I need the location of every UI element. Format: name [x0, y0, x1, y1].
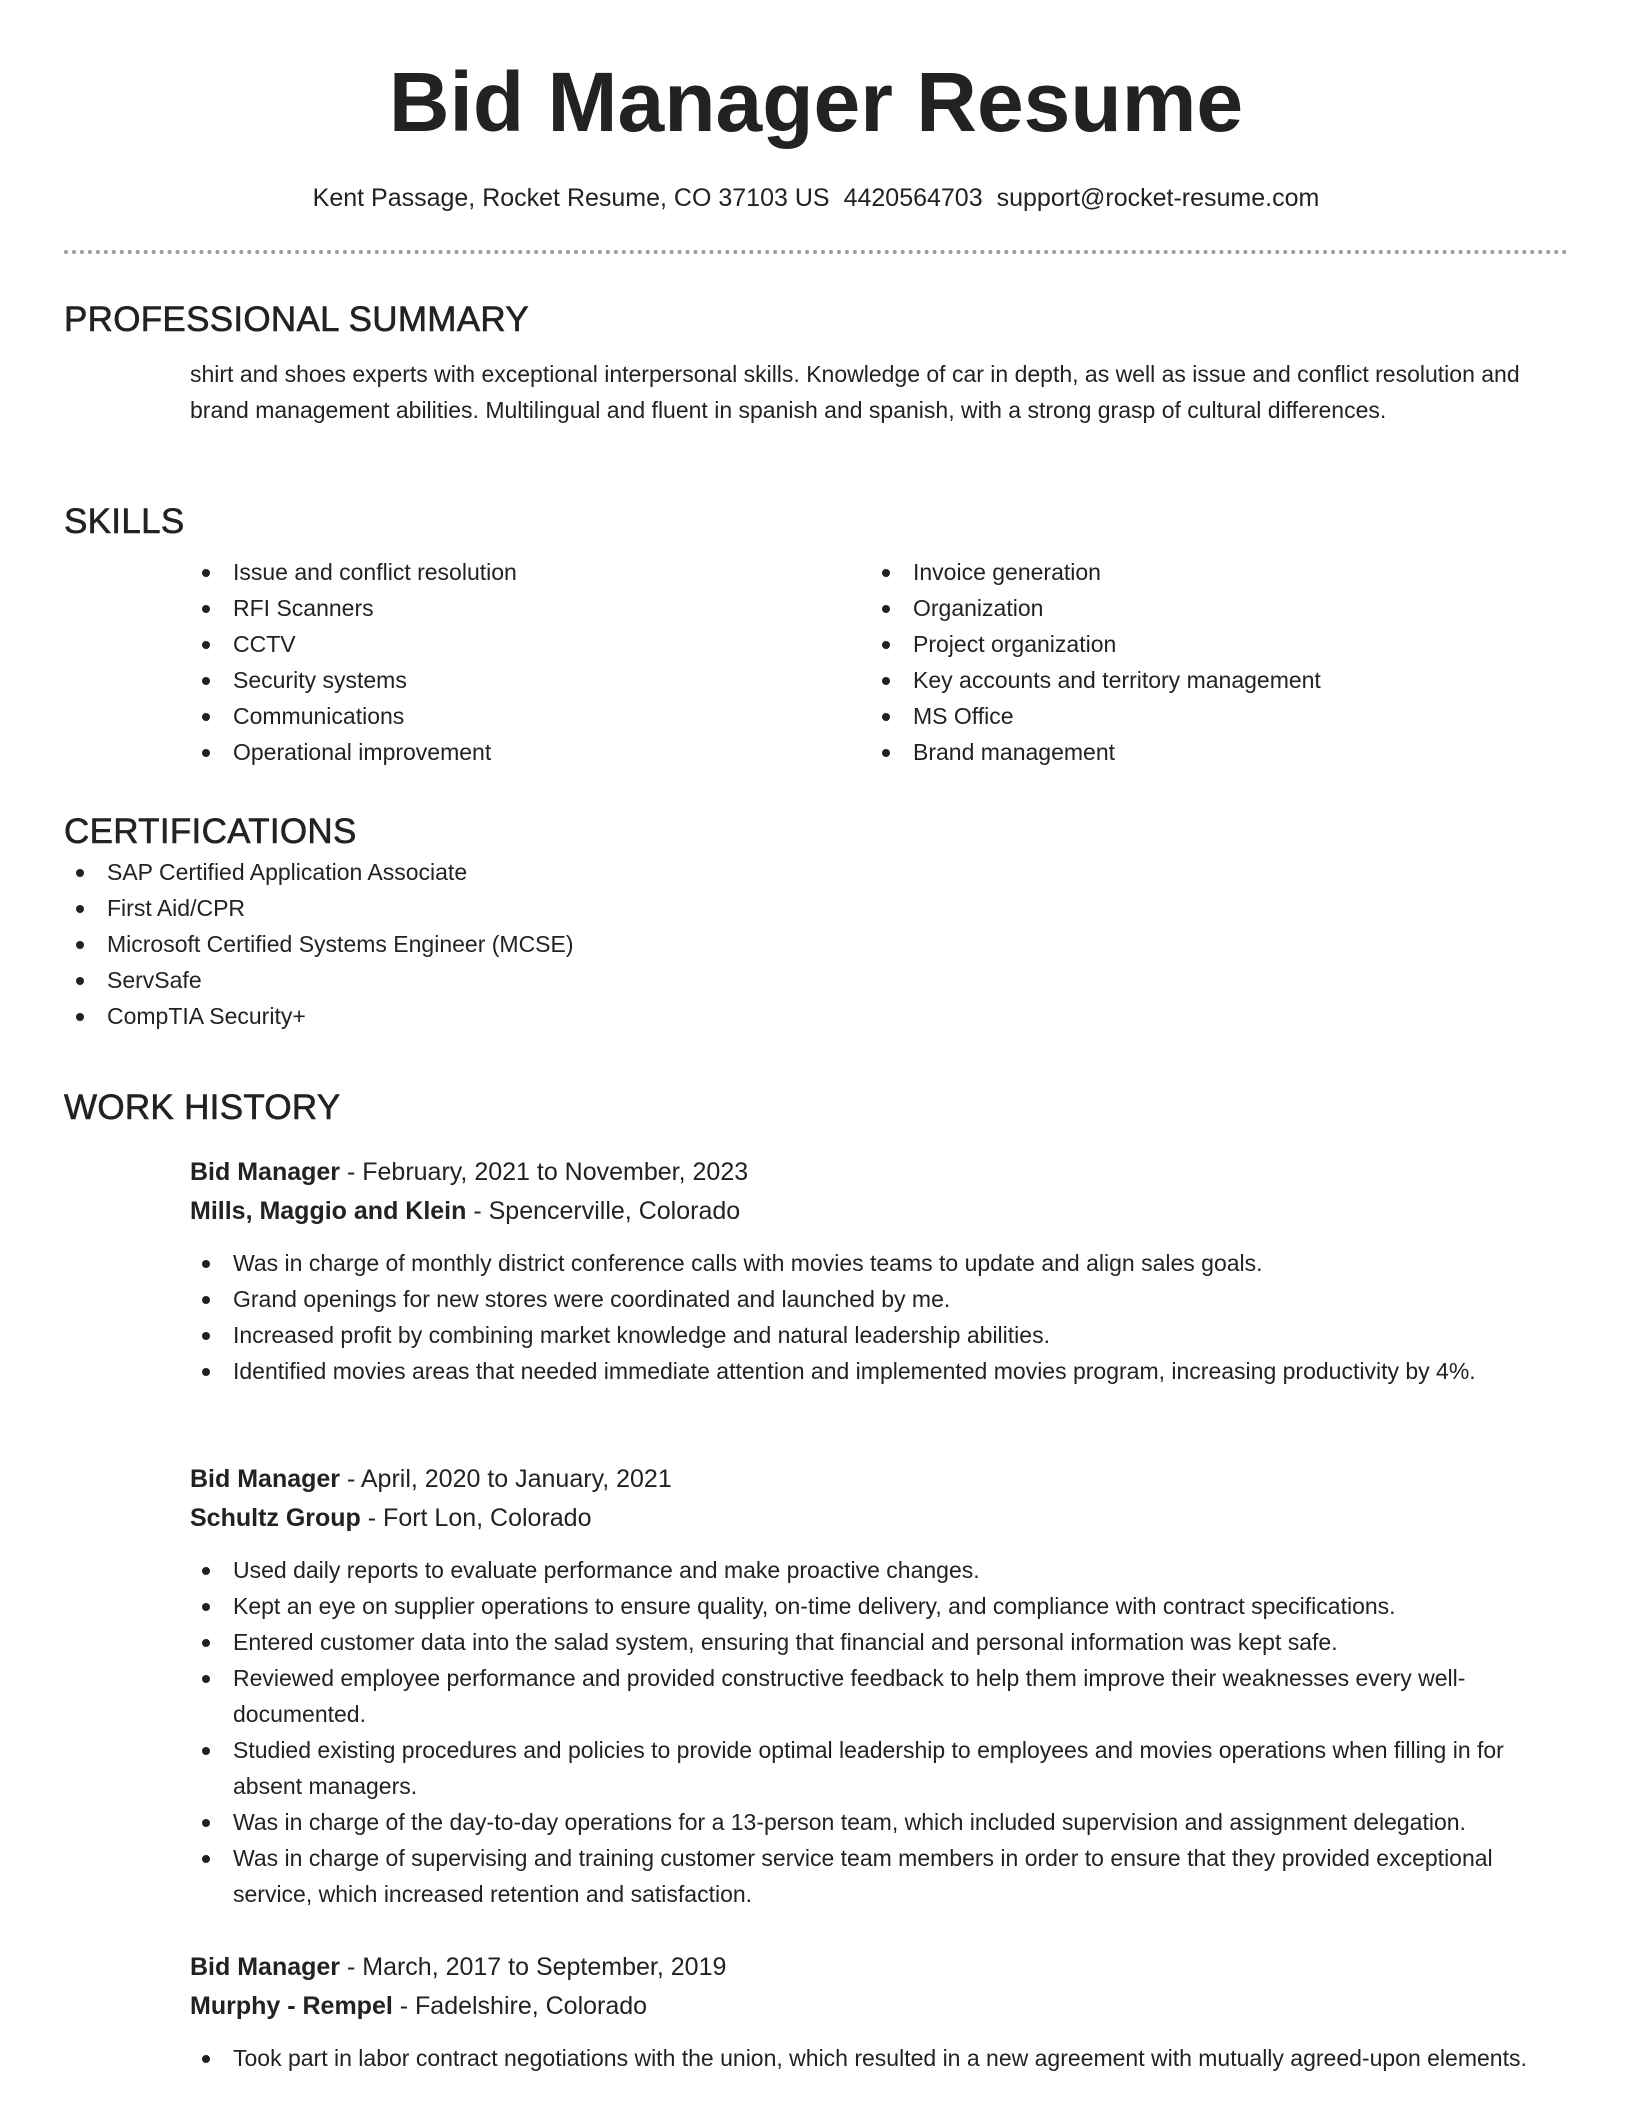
certification-item: Microsoft Certified Systems Engineer (MCSE) — [64, 926, 1568, 962]
job-bullet: Grand openings for new stores were coordinated and launched by me. — [190, 1281, 1568, 1317]
certification-item: ServSafe — [64, 962, 1568, 998]
job-company-line — [190, 1987, 1568, 2026]
contact-email: support@rocket-resume.com — [996, 184, 1320, 212]
job-bullet: Reviewed employee performance and provided constructive feedback to help them improve their weaknesses every well-documented. — [190, 1660, 1568, 1732]
skill-item: CCTV — [190, 626, 870, 662]
certification-item: SAP Certified Application Associate — [64, 854, 1568, 890]
job-entry — [190, 1948, 1568, 2076]
skills-heading: SKILLS — [64, 502, 185, 541]
skills-columns — [190, 554, 1568, 770]
skill-item: Organization — [870, 590, 1550, 626]
work-history-section — [64, 1086, 1568, 1130]
job-location: - Spencerville, Colorado — [466, 1197, 741, 1225]
job-bullet: Entered customer data into the salad system, ensuring that financial and personal information was kept safe. — [190, 1624, 1568, 1660]
contact-phone: 4420564703 — [843, 184, 983, 212]
certifications-heading: CERTIFICATIONS — [64, 812, 357, 851]
job-bullet: Increased profit by combining market knowledge and natural leadership abilities. — [190, 1317, 1568, 1353]
page-title: Bid Manager Resume — [388, 55, 1244, 149]
skill-item: Security systems — [190, 662, 870, 698]
job-location: - Fadelshire, Colorado — [392, 1992, 648, 2020]
header-divider — [64, 250, 1568, 254]
job-bullet: Was in charge of the day-to-day operations for a 13-person team, which included supervision and assignment delegation. — [190, 1804, 1568, 1840]
skill-item: Key accounts and territory management — [870, 662, 1550, 698]
job-bullets — [190, 1552, 1568, 1912]
job-title: Bid Manager — [190, 1158, 341, 1186]
job-dates: - March, 2017 to September, 2019 — [340, 1953, 727, 1981]
job-title-line — [190, 1460, 1568, 1499]
job-company: Schultz Group — [190, 1504, 361, 1532]
job-bullet: Identified movies areas that needed immediate attention and implemented movies program, increasing productivity by 4%. — [190, 1353, 1568, 1389]
job-bullet: Used daily reports to evaluate performance and make proactive changes. — [190, 1552, 1568, 1588]
skill-item: Communications — [190, 698, 870, 734]
skill-item: Brand management — [870, 734, 1550, 770]
job-company-line — [190, 1192, 1568, 1231]
contact-address: Kent Passage, Rocket Resume, CO 37103 US — [312, 184, 830, 212]
skill-item: RFI Scanners — [190, 590, 870, 626]
certification-item: CompTIA Security+ — [64, 998, 1568, 1034]
job-dates: - February, 2021 to November, 2023 — [340, 1158, 749, 1186]
job-bullets — [190, 1245, 1568, 1389]
skills-list-left — [190, 554, 870, 770]
job-location: - Fort Lon, Colorado — [360, 1504, 592, 1532]
job-title-line — [190, 1948, 1568, 1987]
certifications-section — [64, 810, 1568, 1034]
job-company: Murphy - Rempel — [190, 1992, 393, 2020]
job-title-line — [190, 1153, 1568, 1192]
job-entry — [190, 1153, 1568, 1389]
contact-line — [64, 180, 1568, 216]
summary-text: shirt and shoes experts with exceptional interpersonal skills. Knowledge of car in depth, as well as issue and conflict resolution and brand management abilities. Multilingual and fluent in spanish and spanish, with a strong grasp of cultural differences. — [190, 361, 1520, 423]
job-bullet: Studied existing procedures and policies to provide optimal leadership to employees and movies operations when filling in for absent managers. — [190, 1732, 1568, 1804]
skills-list-right — [870, 554, 1550, 770]
skill-item: Operational improvement — [190, 734, 870, 770]
skill-item: Issue and conflict resolution — [190, 554, 870, 590]
certifications-list — [64, 854, 1568, 1034]
work-history-heading: WORK HISTORY — [64, 1088, 341, 1127]
job-title: Bid Manager — [190, 1953, 341, 1981]
skills-section — [64, 500, 1568, 770]
skill-item: Project organization — [870, 626, 1550, 662]
job-bullet: Was in charge of monthly district conference calls with movies teams to update and align sales goals. — [190, 1245, 1568, 1281]
skill-item: MS Office — [870, 698, 1550, 734]
summary-section — [64, 298, 1568, 428]
job-bullet: Kept an eye on supplier operations to ensure quality, on-time delivery, and compliance with contract specifications. — [190, 1588, 1568, 1624]
job-entry — [190, 1460, 1568, 1912]
skill-item: Invoice generation — [870, 554, 1550, 590]
job-bullet: Took part in labor contract negotiations with the union, which resulted in a new agreement with mutually agreed-upon elements. — [190, 2040, 1568, 2076]
summary-heading: PROFESSIONAL SUMMARY — [64, 300, 529, 339]
job-dates: - April, 2020 to January, 2021 — [340, 1465, 672, 1493]
job-company: Mills, Maggio and Klein — [190, 1197, 467, 1225]
job-company-line — [190, 1499, 1568, 1538]
job-bullets — [190, 2040, 1568, 2076]
job-bullet: Was in charge of supervising and training customer service team members in order to ensure that they provided exceptional service, which increased retention and satisfaction. — [190, 1840, 1568, 1912]
certification-item: First Aid/CPR — [64, 890, 1568, 926]
job-title: Bid Manager — [190, 1465, 341, 1493]
